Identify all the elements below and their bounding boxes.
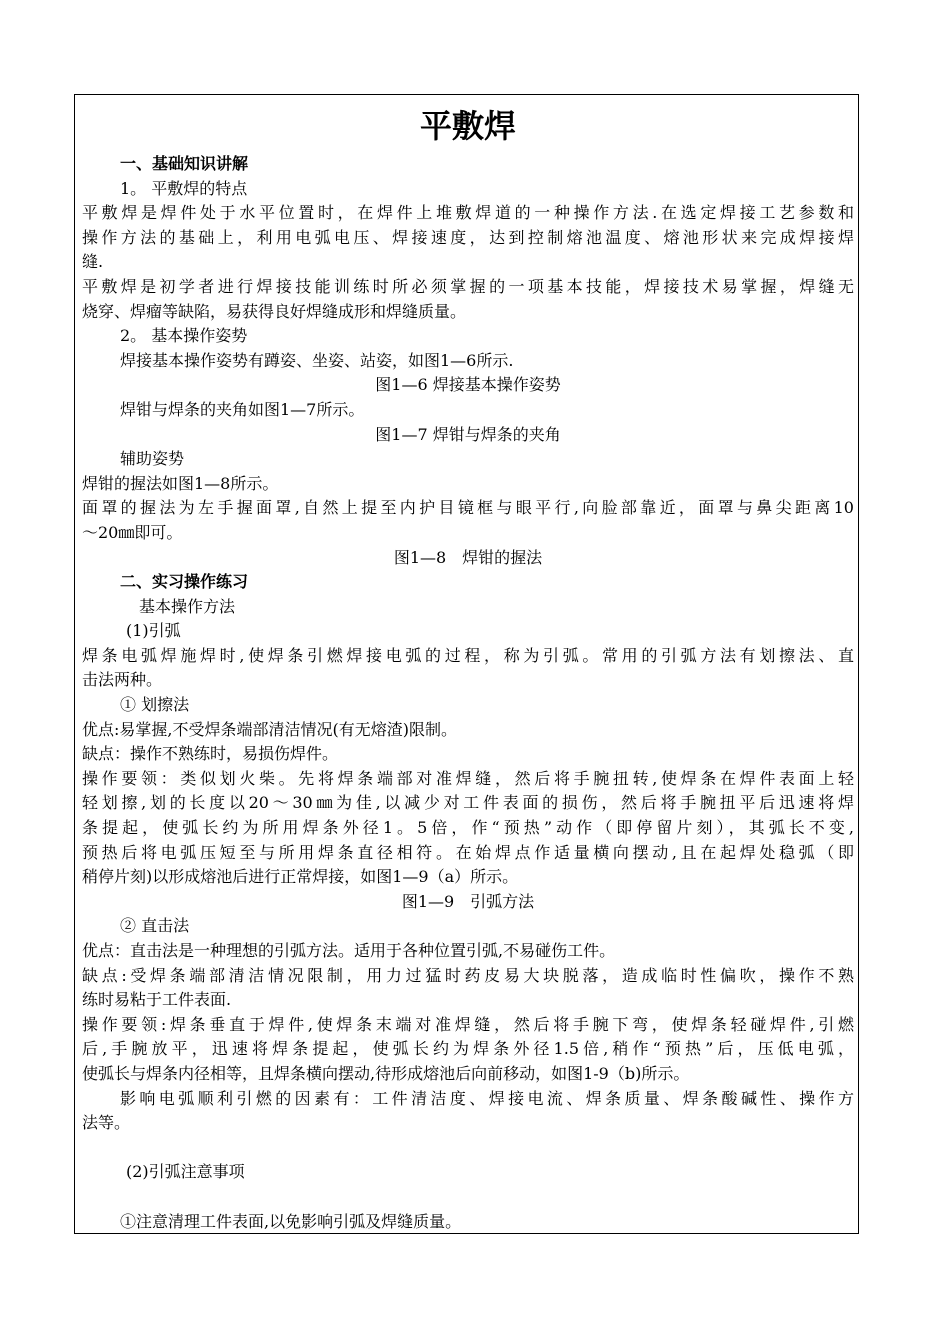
paragraph-line: 缺点：操作不熟练时，易损伤焊件。 [82,744,339,764]
document-body [82,100,854,1234]
paragraph-line: 法等。 [82,1113,131,1133]
paragraph-line: 焊钳与焊条的夹角如图1—7所示。 [120,399,365,419]
paragraph-line: 优点：直击法是一种理想的引弧方法。适用于各种位置引弧,不易碰伤工件。 [82,941,616,960]
paragraph-line: 焊条电弧焊施焊时,使焊条引燃焊接电弧的过程，称为引弧。常用的引弧方法有划擦法、直 [82,645,854,665]
subheading-features: 1。 平敷焊的特点 [120,178,248,198]
paragraph-line: 辅助姿势 [120,449,185,469]
paragraph-line: 稍停片刻)以形成熔池后进行正常焊接，如图1—9（a）所示。 [82,867,519,887]
figure-caption: 图1—9 引弧方法 [401,891,535,911]
paragraph-line: 预热后将电弧压短至与所用焊条直径相符。在始焊点作适量横向摆动,且在起焊处稳弧（即 [82,842,854,862]
paragraph-line: 影响电弧顺利引燃的因素有：工件清洁度、焊接电流、焊条质量、焊条酸碱性、操作方 [120,1088,854,1108]
section-heading-practice: 二、实习操作练习 [120,572,249,592]
blank-line [82,1185,854,1210]
subheading-posture: 2。 基本操作姿势 [120,326,248,346]
paragraph-line: 后,手腕放平，迅速将焊条提起，使弧长约为焊条外径1.5倍,稍作“预热”后，压低电弧， [82,1039,854,1059]
paragraph-line: 平敷焊是焊件处于水平位置时，在焊件上堆敷焊道的一种操作方法.在选定焊接工艺参数和 [82,203,854,223]
paragraph-line: 轻划擦,划的长度以20～30㎜为佳,以减少对工件表面的损伤，然后将手腕扭平后迅速将焊 [82,793,854,813]
page-title: 平敷焊 [419,107,516,145]
subheading-basic-method: 基本操作方法 [139,596,236,616]
paragraph-line: 条提起，使弧长约为所用焊条外径1。5倍，作“预热”动作（即停留片刻），其弧长不变, [82,818,854,838]
paragraph-line: ①注意清理工件表面,以免影响引弧及焊缝质量。 [120,1211,462,1231]
blank-line [82,1136,854,1161]
paragraph-line: 焊接基本操作姿势有蹲姿、坐姿、站姿，如图1—6所示. [120,350,514,370]
figure-caption: 图1—7 焊钳与焊条的夹角 [375,424,561,444]
paragraph-line: 平敷焊是初学者进行焊接技能训练时所必须掌握的一项基本技能，焊接技术易掌握，焊缝无 [82,276,854,296]
subheading-direct-method: ② 直击法 [120,916,190,936]
subheading-arc-notes: (2)引弧注意事项 [126,1162,245,1182]
paragraph-line: 操作方法的基础上，利用电弧电压、焊接速度，达到控制熔池温度、熔池形状来完成焊接焊 [82,227,854,247]
paragraph-line: 操作要领:焊条垂直于焊件,使焊条末端对准焊缝，然后将手腕下弯，使焊条轻碰焊件,引燃 [82,1014,854,1034]
paragraph-line: 焊钳的握法如图1—8所示。 [82,473,279,493]
paragraph-line: 优点:易掌握,不受焊条端部清洁情况(有无熔渣)限制。 [82,719,457,739]
paragraph-line: 缺点:受焊条端部清洁情况限制，用力过猛时药皮易大块脱落，造成临时性偏吹，操作不熟 [82,965,854,985]
figure-caption: 图1—6 焊接基本操作姿势 [375,375,561,395]
paragraph-line: ～20㎜即可。 [82,522,183,542]
paragraph-line: 缝. [82,252,104,272]
subheading-scratch-method: ① 划擦法 [120,695,190,715]
paragraph-line: 击法两种。 [82,670,163,690]
paragraph-line: 面罩的握法为左手握面罩,自然上提至内护目镜框与眼平行,向脸部靠近，面罩与鼻尖距离10 [82,498,854,518]
figure-caption: 图1—8 焊钳的握法 [393,547,543,567]
section-heading-basics: 一、基础知识讲解 [120,154,249,173]
paragraph-line: 使弧长与焊条内径相等，且焊条横向摆动,待形成熔池后向前移动，如图1-9（b)所示。 [82,1063,690,1083]
paragraph-line: 操作要领：类似划火柴。先将焊条端部对准焊缝，然后将手腕扭转,使焊条在焊件表面上轻 [82,768,854,788]
subheading-arc-striking: (1)引弧 [126,621,181,641]
paragraph-line: 烧穿、焊瘤等缺陷，易获得良好焊缝成形和焊缝质量。 [82,301,467,321]
paragraph-line: 练时易粘于工件表面. [82,990,232,1010]
